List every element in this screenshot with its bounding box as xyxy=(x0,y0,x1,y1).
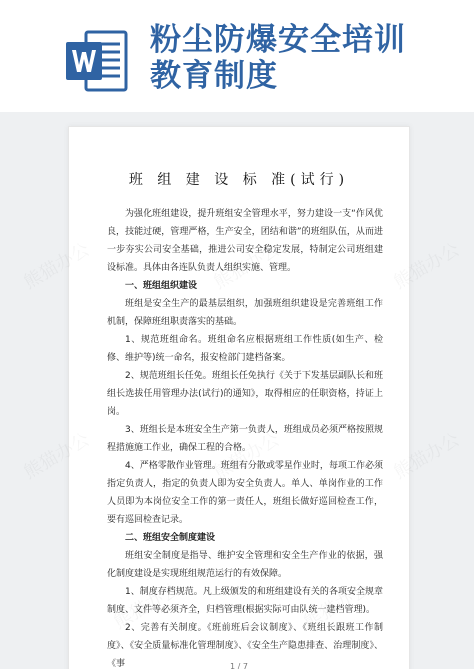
word-document-icon xyxy=(64,28,130,94)
section-heading: 一、班组组织建设 xyxy=(125,281,198,291)
body-paragraph: 3、班组长是本班安全生产第一负责人，班组成员必须严格按照规程措施施工作业，确保工程的合格。 xyxy=(107,425,383,453)
body-paragraph: 1、制度存档规范。凡上级颁发的和班组建设有关的各项安全规章制度、文件等必须齐全，归档管理(根据实际可由队统一建档管理)。 xyxy=(107,587,383,615)
document-preview-area xyxy=(0,112,474,669)
body-paragraph: 1、规范班组命名。班组命名应根据班组工作性质(如生产、检修、维护等)统一命名，报安检部门建档备案。 xyxy=(107,335,383,363)
body-paragraph: 2、完善有关制度。《班前班后会议制度》、《班组长跟班工作制度》、《安全质量标准化管理制度》、《安全生产隐患排查、治理制度》、《事 xyxy=(107,623,383,669)
document-title-banner xyxy=(150,22,470,94)
body-paragraph: 2、规范班组长任免。班组长任免执行《关于下发基层副队长和班组长选拔任用管理办法(试行)的通知》，取得相应的任职资格，持证上岗。 xyxy=(107,371,383,417)
body-paragraph: 班组安全制度是指导、维护安全管理和安全生产作业的依据，强化制度建设是实现班组规范运行的有效保障。 xyxy=(107,551,383,579)
body-paragraph: 班组是安全生产的最基层组织，加强班组织建设是完善班组工作机制，保障班组职责落实的基础。 xyxy=(107,299,383,327)
page-title: 班 组 建 设 标 准(试行) xyxy=(128,172,350,188)
document-page xyxy=(68,126,410,669)
page-body xyxy=(107,205,383,669)
section-heading: 二、班组安全制度建设 xyxy=(125,533,216,543)
banner-title-line-2: 教育制度 xyxy=(150,58,278,94)
header-banner xyxy=(0,0,474,112)
body-paragraph: 为强化班组建设，提升班组安全管理水平，努力建设一支“作风优良，技能过硬，管理严格，生产安全，团结和谐”的班组队伍，从而进一步夯实公司安全基础，推进公司安全稳定发展，特制定公司班组建设标准。具体由各连队负责人组织实施、管理。 xyxy=(107,209,383,273)
page-number: 1 / 7 xyxy=(230,662,248,669)
body-paragraph: 4、严格零散作业管理。班组有分散或零星作业时，每项工作必须指定负责人，指定的负责人即为安全负责人。单人、单岗作业的工作人员即为本岗位安全工作的第一责任人，班组长做好巡回检查工作，要有巡回检查记录。 xyxy=(107,461,383,525)
banner-title-line-1: 粉尘防爆安全培训 xyxy=(150,22,406,58)
